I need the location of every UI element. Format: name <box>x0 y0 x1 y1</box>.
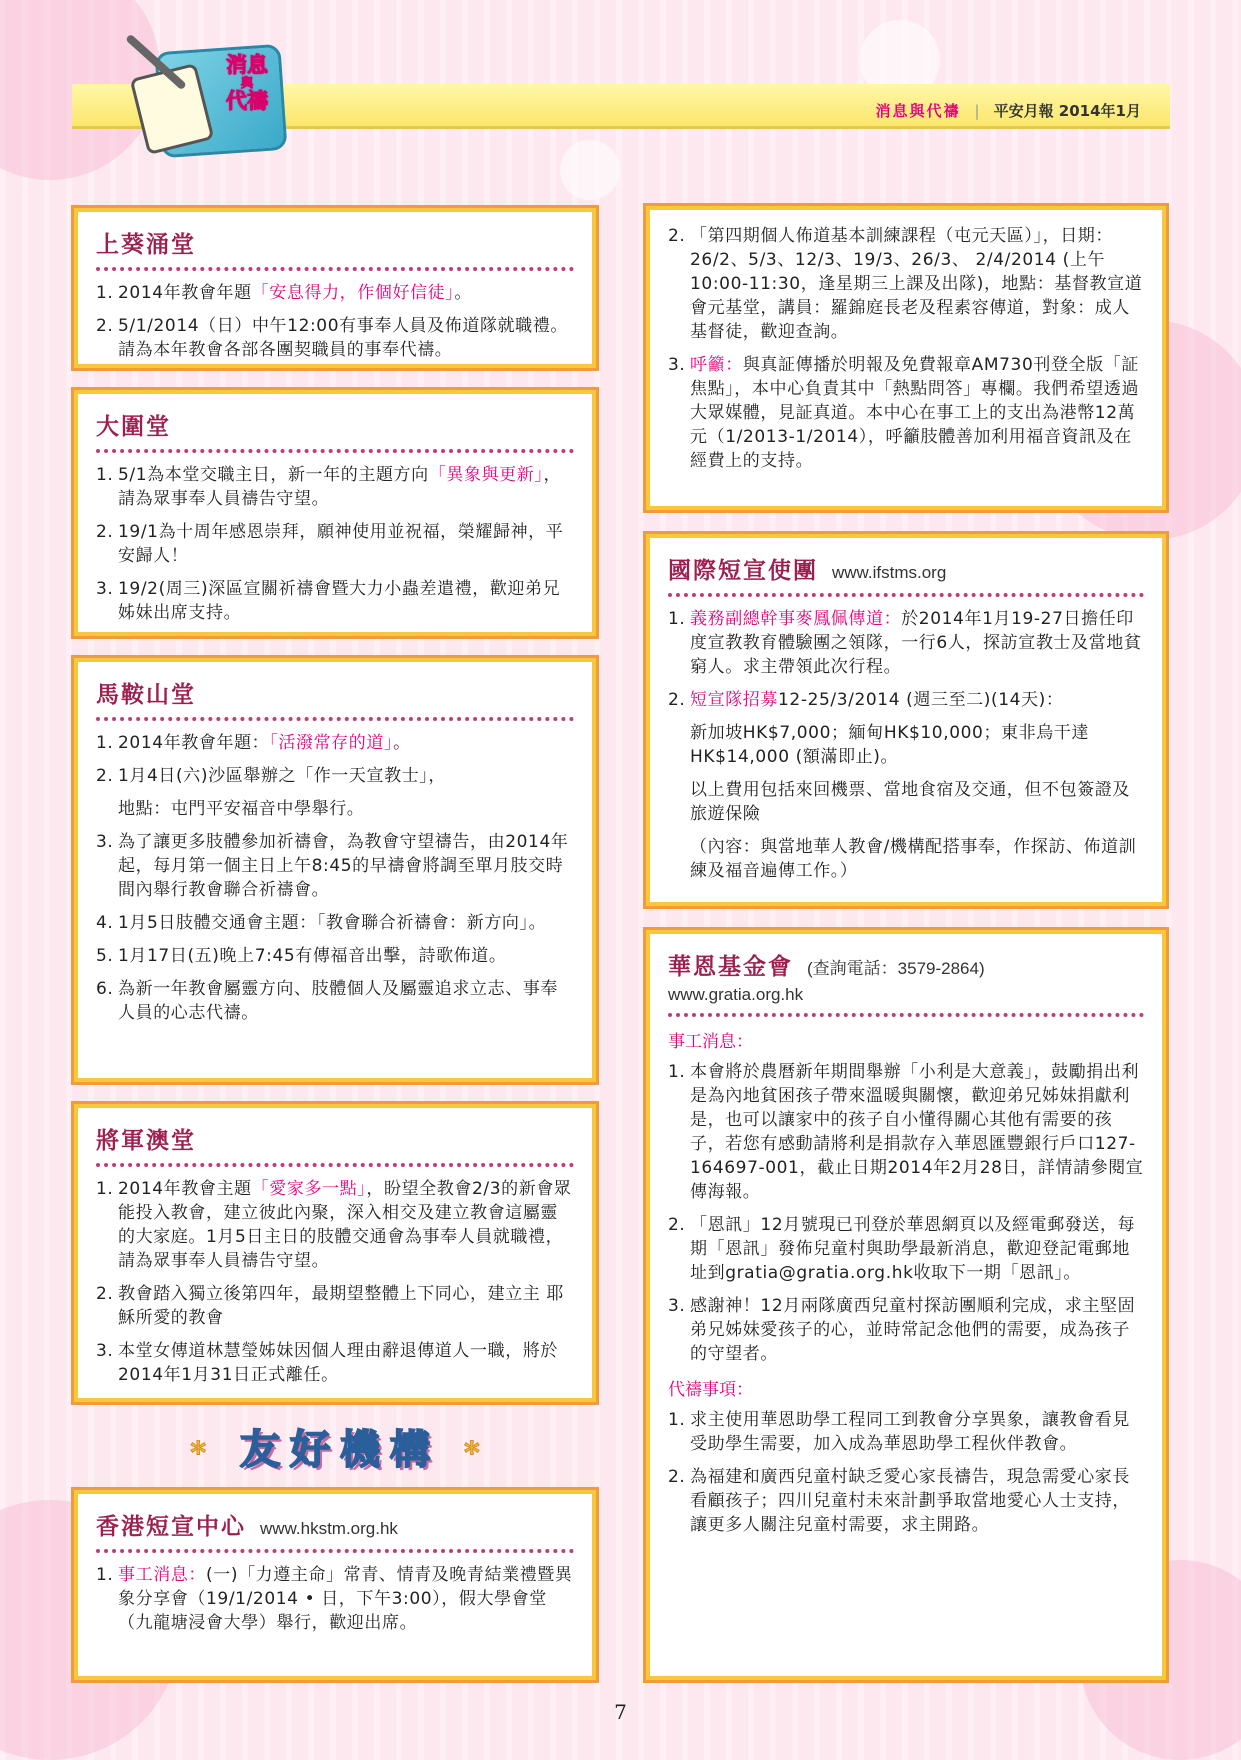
item-number: 3. <box>668 355 686 375</box>
item-number: 5. <box>96 946 114 966</box>
body-text: 本會將於農曆新年期間舉辦「小利是大意義」，鼓勵捐出利是為內地貧困孩子帶來溫暖與關懷，歡迎弟兄姊妹捐獻利是，也可以讓家中的孩子自小懂得關心其他有需要的孩子，若您有感動請將利是捐款存入華恩匯豐銀行戶口127-164697-001，截止日期2014年2月28日，詳情請參閱宣傳海報。 <box>690 1062 1144 1202</box>
item-number: 3. <box>96 1341 114 1361</box>
body-text: 2014年教會年題 <box>118 283 252 303</box>
news-subhead: 事工消息： <box>668 1032 753 1052</box>
box-title <box>96 226 574 271</box>
list-item <box>96 314 574 362</box>
item-list <box>668 1060 1144 1366</box>
item-text <box>118 1563 574 1635</box>
item-list <box>96 1563 574 1635</box>
item-number: 3. <box>96 579 114 599</box>
box-title <box>668 948 1144 989</box>
body-text: 1月4日(六)沙區舉辦之「作一天宣教士」， <box>118 766 446 786</box>
org-url: www.hkstm.org.hk <box>260 1519 398 1538</box>
item-note: 以上費用包括來回機票、當地食宿及交通，但不包簽證及旅遊保險 <box>690 780 1130 824</box>
highlight-text: 「異象與更新」 <box>428 465 544 485</box>
body-text: 。 <box>393 733 411 753</box>
body-text: 求主使用華恩助學工程同工到教會分享異象，讓教會看見受助學生需要，加入成為華恩助學工程伙伴教會。 <box>690 1410 1130 1454</box>
item-text <box>690 607 1144 679</box>
body-text: 教會踏入獨立後第四年，最期望整體上下同心，建立主 耶穌所愛的教會 <box>118 1284 565 1328</box>
box-title <box>96 676 574 721</box>
box-tseung-kwan-o <box>74 1104 596 1402</box>
item-number: 1. <box>668 1062 686 1082</box>
item-list <box>96 1177 574 1387</box>
body-text: (一)「力遵主命」常青、情青及晚青結業禮暨異象分享會（19/1/2014 • 日，下午3:00），假大學會堂（九龍塘浸會大學）舉行，歡迎出席。 <box>118 1565 573 1633</box>
item-list <box>668 607 1144 712</box>
box-title <box>96 1508 574 1553</box>
list-item <box>96 830 574 902</box>
item-text <box>118 314 574 362</box>
section-logo <box>118 48 288 148</box>
logo-text <box>226 54 268 112</box>
list-item <box>96 281 574 305</box>
item-number: 1. <box>668 1410 686 1430</box>
highlight-text: 「愛家多一點」 <box>251 1179 367 1199</box>
item-note: 地點：屯門平安福音中學舉行。 <box>118 799 365 819</box>
item-text <box>118 830 574 902</box>
body-text: 5/1/2014（日）中午12:00有事奉人員及佈道隊就職禮。請為本年教會各部各團契職員的事奉代禱。 <box>118 316 568 360</box>
box-sheung-kwai-chung <box>74 208 596 368</box>
list-item <box>96 1282 574 1330</box>
star-icon: * <box>463 1436 490 1471</box>
list-item <box>96 577 574 625</box>
list-item <box>668 224 1144 344</box>
item-text <box>118 577 574 625</box>
list-item <box>96 764 574 788</box>
body-text: 1月5日肢體交通會主題：「教會聯合祈禱會：新方向」。 <box>118 913 547 933</box>
item-text <box>118 463 574 511</box>
item-number: 2. <box>668 1467 686 1487</box>
background-dot <box>560 140 620 200</box>
list-item <box>96 1177 574 1273</box>
item-text <box>690 688 1144 712</box>
org-url: www.ifstms.org <box>832 563 947 582</box>
highlight-text: 「安息得力，作個好信徒」 <box>251 283 455 303</box>
item-text <box>118 764 574 788</box>
body-text: 於2014年1月19-27日擔任印度宣教教育體驗團之領隊，一行6人，探訪宣教士及當地貧窮人。求主帶領此次行程。 <box>690 609 1142 677</box>
list-item <box>668 1465 1144 1537</box>
list-item <box>96 1339 574 1387</box>
list-item <box>96 944 574 968</box>
item-number: 1. <box>96 283 114 303</box>
org-name: 華恩基金會 <box>668 953 793 980</box>
church-name: 大圍堂 <box>96 413 171 440</box>
item-number: 6. <box>96 979 114 999</box>
body-text: ，盼望全教會2/3的新會眾能投入教會，建立彼此內聚，深入相交及建立教會這屬靈的大家庭。1月5日主日的肢體交通會為事奉人員就職禮，請為眾事奉人員禱告守望。 <box>118 1179 572 1271</box>
item-number: 2. <box>96 766 114 786</box>
page-number: 7 <box>614 1700 627 1724</box>
list-item <box>668 607 1144 679</box>
item-text <box>690 1060 1144 1204</box>
item-list <box>668 1408 1144 1537</box>
body-text: 12-25/3/2014 (週三至二)(14天)： <box>778 690 1064 710</box>
box-title <box>96 408 574 453</box>
item-text <box>118 977 574 1025</box>
list-item <box>96 731 574 755</box>
body-text: ，請為眾事奉人員禱告守望。 <box>118 465 562 509</box>
highlight-text: 「活潑常存的道」 <box>269 733 394 753</box>
friends-heading <box>150 1418 530 1475</box>
item-text <box>118 1177 574 1273</box>
item-number: 2. <box>668 226 686 246</box>
list-item <box>96 911 574 935</box>
body-text: 2014年教會主題 <box>118 1179 252 1199</box>
body-text: 本堂女傳道林慧瑩姊妹因個人理由辭退傳道人一職，將於2014年1月31日正式離任。 <box>118 1341 558 1385</box>
list-item <box>668 353 1144 473</box>
item-text <box>118 911 574 935</box>
list-item <box>96 1563 574 1635</box>
item-list <box>96 281 574 362</box>
church-name: 將軍澳堂 <box>96 1127 196 1154</box>
org-name: 香港短宣中心 <box>96 1513 246 1540</box>
highlight-text: 短宣隊招募 <box>690 690 778 710</box>
item-note: 新加坡HK$7,000；緬甸HK$10,000；東非烏干達HK$14,000 (額滿即止)。 <box>690 723 1090 767</box>
body-text: 2014年教會年題： <box>118 733 270 753</box>
item-number: 1. <box>96 465 114 485</box>
item-number: 3. <box>96 832 114 852</box>
item-note: （內容：與當地華人教會/機構配搭事奉，作探訪、佈道訓練及福音遍傳工作。） <box>690 837 1137 881</box>
item-number: 2. <box>668 690 686 710</box>
item-text <box>690 1408 1144 1456</box>
item-number: 2. <box>96 316 114 336</box>
list-item <box>668 1294 1144 1366</box>
item-text <box>690 1294 1144 1366</box>
body-text: 為新一年教會屬靈方向、肢體個人及屬靈追求立志、事奉人員的心志代禱。 <box>118 979 558 1023</box>
item-number: 2. <box>96 522 114 542</box>
item-list <box>668 224 1144 473</box>
issue-label: 平安月報 2014年1月 <box>993 102 1141 120</box>
logo-text-top: 消息 <box>226 53 268 77</box>
box-title <box>668 552 1144 597</box>
church-name: 上葵涌堂 <box>96 231 196 258</box>
list-item <box>96 520 574 568</box>
body-text: 與真証傳播於明報及免費報章AM730刊登全版「証焦點」，本中心負責其中「熱點問答」專欄。我們希望透過大眾媒體，見証真道。本中心在事工上的支出為港幣12萬元（1/2013-1/2014），呼籲肢體善加利用福音資訊及在經費上的支持。 <box>690 355 1140 471</box>
header-right <box>876 100 1142 121</box>
box-ma-on-shan <box>74 658 596 1082</box>
org-url: www.gratia.org.hk <box>668 985 1144 1017</box>
body-text: 19/2(周三)深區宣關祈禱會暨大力小蟲差遣禮，歡迎弟兄姊妹出席支持。 <box>118 579 561 623</box>
item-list <box>96 830 574 1025</box>
body-text: 感謝神！12月兩隊廣西兒童村探訪團順利完成，求主堅固弟兄姊妹愛孩子的心，並時常記念他們的需要，成為孩子的守望者。 <box>690 1296 1136 1364</box>
item-text <box>690 353 1144 473</box>
item-number: 4. <box>96 913 114 933</box>
item-text <box>690 1465 1144 1537</box>
box-ifstms <box>646 534 1166 906</box>
highlight-text: 義務副總幹事麥鳳佩傳道： <box>690 609 902 629</box>
item-list <box>96 463 574 625</box>
org-name: 國際短宣使團 <box>668 557 818 584</box>
body-text: 19/1為十周年感恩崇拜，願神使用並祝福，榮耀歸神，平安歸人！ <box>118 522 564 566</box>
item-text <box>118 944 574 968</box>
section-label: 消息與代禱 <box>875 102 961 120</box>
highlight-text: 呼籲： <box>690 355 743 375</box>
item-number: 2. <box>96 1284 114 1304</box>
body-text: 「第四期個人佈道基本訓練課程（屯元天區）」，日期：26/2、5/3、12/3、19/3、26/3、 2/4/2014 (上午10:00-11:30，逢星期三上課及出隊)，地點：基督教宣道會元基堂，講員：羅錦庭長老及程素容傳道，對象：成人基督徒，歡迎查詢。 <box>690 226 1143 342</box>
highlight-text: 事工消息： <box>118 1565 206 1585</box>
list-item <box>668 1213 1144 1285</box>
list-item <box>668 688 1144 712</box>
list-item <box>668 1060 1144 1204</box>
friends-heading-text: 友好機構 <box>240 1426 440 1473</box>
star-icon: * <box>190 1436 217 1471</box>
body-text: 「恩訊」12月號現已刊登於華恩網頁以及經電郵發送，每期「恩訊」發佈兒童村與助學最新消息，歡迎登記電郵地址到gratia@gratia.org.hk收取下一期「恩訊」。 <box>690 1215 1136 1283</box>
box-gratia <box>646 930 1166 1680</box>
box-hkstm-continued <box>646 206 1166 510</box>
item-list <box>96 731 574 788</box>
item-text <box>690 1213 1144 1285</box>
body-text: 1月17日(五)晚上7:45有傳福音出擊，詩歌佈道。 <box>118 946 507 966</box>
item-number: 1. <box>96 1565 114 1585</box>
church-name: 馬鞍山堂 <box>96 681 196 708</box>
box-hkstm <box>74 1490 596 1680</box>
list-item <box>96 977 574 1025</box>
item-number: 1. <box>96 733 114 753</box>
body-text: 為了讓更多肢體參加祈禱會，為教會守望禱告，由2014年起，每月第一個主日上午8:45的早禱會將調至單月肢交時間內舉行教會聯合祈禱會。 <box>118 832 569 900</box>
body-text: 。 <box>454 283 472 303</box>
box-tai-wai <box>74 390 596 636</box>
org-phone: (查詢電話：3579-2864) <box>807 959 985 978</box>
item-text <box>118 731 574 755</box>
item-text <box>690 224 1144 344</box>
item-number: 2. <box>668 1215 686 1235</box>
logo-text-mid: 與 <box>240 76 253 90</box>
body-text: 5/1為本堂交職主日，新一年的主題方向 <box>118 465 429 485</box>
list-item <box>668 1408 1144 1456</box>
item-number: 1. <box>96 1179 114 1199</box>
box-title <box>96 1122 574 1167</box>
item-text <box>118 1339 574 1387</box>
list-item <box>96 463 574 511</box>
item-number: 3. <box>668 1296 686 1316</box>
item-text <box>118 520 574 568</box>
header-separator: | <box>974 101 980 120</box>
item-number: 1. <box>668 609 686 629</box>
logo-text-bottom: 代禱 <box>226 89 268 113</box>
item-text <box>118 1282 574 1330</box>
prayer-subhead: 代禱事項： <box>668 1380 753 1400</box>
body-text: 為福建和廣西兒童村缺乏愛心家長禱告，現急需愛心家長看顧孩子；四川兒童村未來計劃爭取當地愛心人士支持，讓更多人關注兒童村需要，求主開路。 <box>690 1467 1130 1535</box>
item-text <box>118 281 574 305</box>
